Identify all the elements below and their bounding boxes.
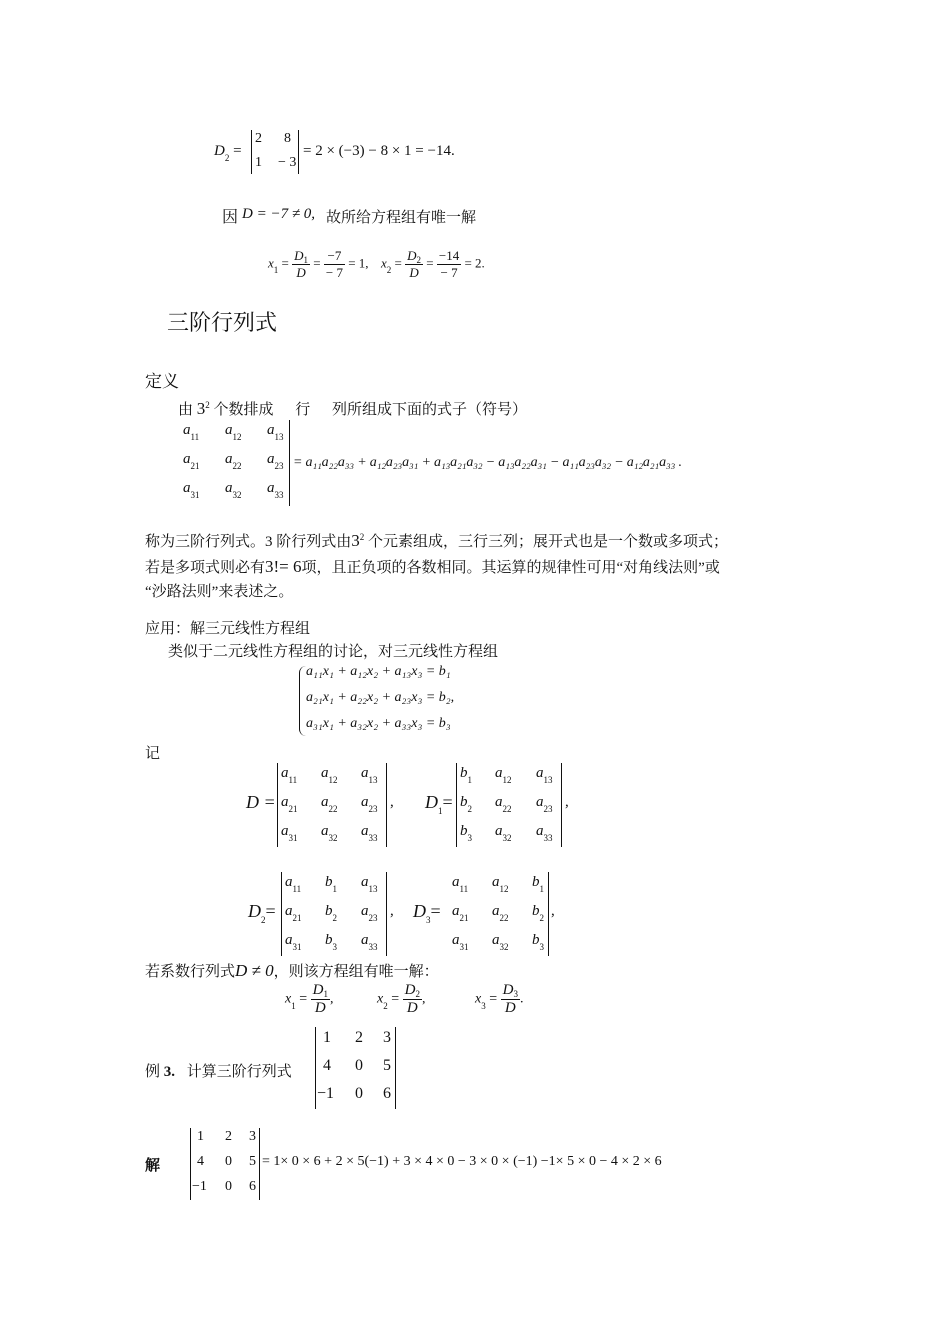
d2-cell: − 3 <box>278 155 297 170</box>
solution-right-bar <box>259 1128 260 1200</box>
D3-cell: $a_{31}$ <box>452 932 469 952</box>
solution-cell: 1 <box>197 1129 204 1144</box>
condition-line: 若系数行列式D ≠ 0，则该方程组有唯一解： <box>145 961 439 980</box>
d2-cell: 1 <box>255 155 262 170</box>
example-cell: 4 <box>323 1057 331 1074</box>
d2-label: $D_2$ = <box>214 143 242 163</box>
D2-cell: $a_{23}$ <box>361 903 378 923</box>
D2-left-bar <box>281 872 282 956</box>
para-line-1: 称为三阶行列式。3 阶行列式由$3^2$ 个元素组成，三行三列；展开式也是一个数或多项式； <box>145 531 729 550</box>
D1-cell: $a_{32}$ <box>495 823 512 843</box>
example-label: 例 3. 计算三阶行列式 <box>145 1064 292 1080</box>
D-cell: $a_{33}$ <box>361 823 378 843</box>
D2-cell: $b_1$ <box>325 874 337 894</box>
D-end: , <box>390 794 394 810</box>
example-cell: 3 <box>383 1029 391 1046</box>
D3-right-bar <box>548 872 549 956</box>
D1-cell: $a_{12}$ <box>495 765 512 785</box>
D1-cell: $a_{22}$ <box>495 794 512 814</box>
def-cell: $a_{11}$ <box>183 422 200 442</box>
x1-solution: $x_1$ = $\frac{D_1}{D}$ = $\frac{-7}{- 7}$ = 1, <box>268 248 369 280</box>
D1-cell: $b_1$ <box>460 765 472 785</box>
D3-cell: $b_1$ <box>532 874 544 894</box>
system-eq-3: a₃₁x₁ + a₃₂x₂ + a₃₃x₃ = b₃ <box>306 716 451 731</box>
example-right-bar <box>395 1027 396 1109</box>
solution-left-bar <box>190 1128 191 1200</box>
system-eq-2: a₂₁x₁ + a₂₂x₂ + a₂₃x₃ = b₂, <box>306 690 455 705</box>
D2-cell: $a_{13}$ <box>361 874 378 894</box>
since-math: D = −7 ≠ 0, <box>242 206 316 222</box>
d2-cell: 8 <box>284 131 291 146</box>
D-cell: $a_{22}$ <box>321 794 338 814</box>
D3-cell: $a_{11}$ <box>452 874 469 894</box>
D2-end: , <box>390 903 394 919</box>
D-cell: $a_{32}$ <box>321 823 338 843</box>
D3-cell: $a_{12}$ <box>492 874 509 894</box>
application-intro: 类似于二元线性方程组的讨论，对三元线性方程组 <box>168 644 499 660</box>
example-cell: −1 <box>317 1085 335 1102</box>
definition-intro: 由 $3^2$ 个数排成 行 列所组成下面的式子（符号） <box>178 399 528 418</box>
D3-label: $D_3=$ <box>413 901 441 925</box>
def-cell: $a_{23}$ <box>267 451 284 471</box>
example-left-bar <box>315 1027 316 1109</box>
D3-end: , <box>551 903 555 919</box>
D2-cell: $a_{33}$ <box>361 932 378 952</box>
solution-cell: 3 <box>249 1129 256 1144</box>
D2-right-bar <box>386 872 387 956</box>
d2-left-bar <box>251 130 252 174</box>
D2-cell: $a_{11}$ <box>285 874 302 894</box>
note-label: 记 <box>145 746 161 762</box>
x2-solution: $x_2$ = $\frac{D_2}{D}$ = $\frac{-14}{- 7}$ = 2. <box>381 248 485 280</box>
solution-cell: 0 <box>225 1154 232 1169</box>
solution-x3: $x_3$ = $\frac{D_3}{D}$ . <box>475 982 524 1016</box>
def-cell: $a_{33}$ <box>267 480 284 500</box>
D3-cell: $a_{22}$ <box>492 903 509 923</box>
D2-cell: $b_3$ <box>325 932 337 952</box>
solution-x1: $x_1$ = $\frac{D_1}{D}$ , <box>285 982 334 1016</box>
D1-right-bar <box>561 763 562 847</box>
d2-right-bar <box>298 130 299 174</box>
D-right-bar <box>386 763 387 847</box>
D-cell: $a_{21}$ <box>281 794 298 814</box>
solution-expansion: = 1× 0 × 6 + 2 × 5(−1) + 3 × 4 × 0 − 3 × 0 × (−1) −1× 5 × 0 − 4 × 2 × 6 <box>262 1154 662 1169</box>
solution-label: 解 <box>145 1158 161 1174</box>
D1-cell: $a_{23}$ <box>536 794 553 814</box>
D3-cell: $b_3$ <box>532 932 544 952</box>
D1-cell: $a_{33}$ <box>536 823 553 843</box>
D2-cell: $b_2$ <box>325 903 337 923</box>
D-cell: $a_{23}$ <box>361 794 378 814</box>
system-brace <box>299 666 306 736</box>
since-text: 故所给方程组有唯一解 <box>326 210 477 226</box>
def-cell: $a_{13}$ <box>267 422 284 442</box>
d2-result: = 2 × (−3) − 8 × 1 = −14. <box>303 143 455 159</box>
D1-end: , <box>565 794 569 810</box>
def-cell: $a_{32}$ <box>225 480 242 500</box>
para-line-2: 若是多项式则必有3!= 6项，且正负项的各数相同。其运算的规律性可用“对角线法则”或 <box>145 557 720 576</box>
D1-cell: $b_2$ <box>460 794 472 814</box>
D-cell: $a_{11}$ <box>281 765 298 785</box>
solution-x2: $x_2$ = $\frac{D_2}{D}$ , <box>377 982 426 1016</box>
solution-cell: 4 <box>197 1154 204 1169</box>
definition-expansion: = a₁₁a₂₂a₃₃ + a₁₂a₂₃a₃₁ + a₁₃a₂₁a₃₂ − a₁₃a₂₂a₃₁ − a₁₁a₂₃a₃₂ − a₁₂a₂₁a₃₃ . <box>293 455 682 470</box>
example-cell: 6 <box>383 1085 391 1102</box>
def-cell: $a_{12}$ <box>225 422 242 442</box>
D1-label: $D_1=$ <box>425 792 453 816</box>
def-cell: $a_{31}$ <box>183 480 200 500</box>
D-label: D = <box>246 792 276 812</box>
example-cell: 0 <box>355 1057 363 1074</box>
definition-label: 定义 <box>145 372 179 391</box>
D2-cell: $a_{31}$ <box>285 932 302 952</box>
example-cell: 2 <box>355 1029 363 1046</box>
def-right-bar <box>289 420 290 506</box>
since-prefix: 因 <box>222 209 239 226</box>
solution-cell: −1 <box>192 1179 207 1194</box>
D1-cell: $a_{13}$ <box>536 765 553 785</box>
D3-cell: $a_{21}$ <box>452 903 469 923</box>
D-cell: $a_{31}$ <box>281 823 298 843</box>
D-cell: $a_{13}$ <box>361 765 378 785</box>
D1-left-bar <box>456 763 457 847</box>
section-title: 三阶行列式 <box>167 310 278 335</box>
example-cell: 5 <box>383 1057 391 1074</box>
para-line-3: “沙路法则”来表述之。 <box>145 584 294 600</box>
D3-cell: $b_2$ <box>532 903 544 923</box>
D3-cell: $a_{32}$ <box>492 932 509 952</box>
application-heading: 应用：解三元线性方程组 <box>145 621 311 637</box>
d2-cell: 2 <box>255 131 262 146</box>
def-cell: $a_{21}$ <box>183 451 200 471</box>
def-cell: $a_{22}$ <box>225 451 242 471</box>
D2-cell: $a_{21}$ <box>285 903 302 923</box>
solution-cell: 0 <box>225 1179 232 1194</box>
example-cell: 0 <box>355 1085 363 1102</box>
solution-cell: 6 <box>249 1179 256 1194</box>
system-eq-1: a₁₁x₁ + a₁₂x₂ + a₁₃x₃ = b₁ <box>306 664 451 679</box>
D1-cell: $b_3$ <box>460 823 472 843</box>
D2-label: $D_2=$ <box>248 901 276 925</box>
D-cell: $a_{12}$ <box>321 765 338 785</box>
example-cell: 1 <box>323 1029 331 1046</box>
D-left-bar <box>277 763 278 847</box>
solution-cell: 2 <box>225 1129 232 1144</box>
solution-cell: 5 <box>249 1154 256 1169</box>
